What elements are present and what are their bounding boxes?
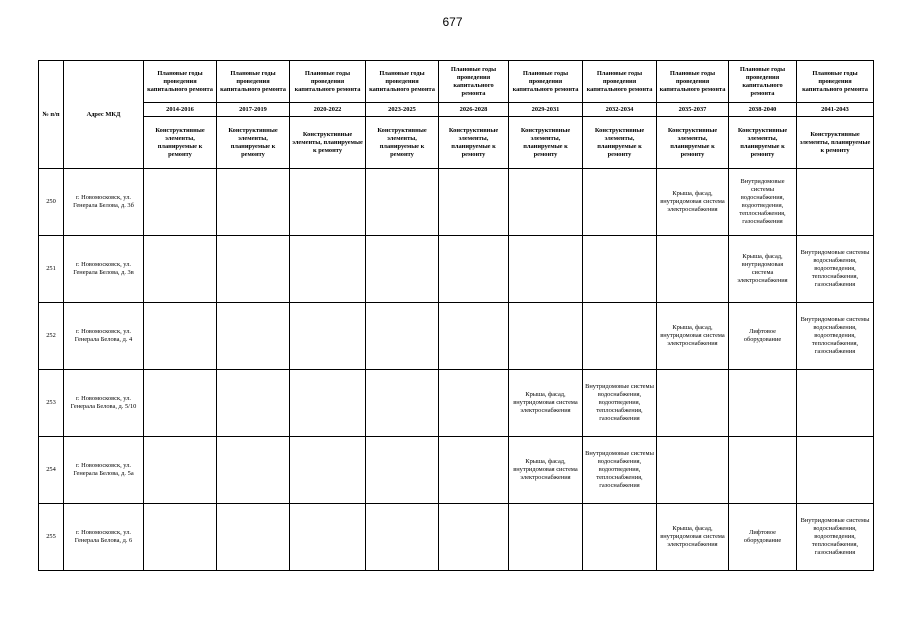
plan-cell [290,370,366,437]
plan-cell [729,370,797,437]
plan-cell: Крыша, фасад, внутридомовая система электроснабжения [509,437,583,504]
plan-cell [144,169,217,236]
header-row-periods [39,103,874,117]
plan-cell [509,303,583,370]
header-plan-title: Плановые годы проведения капитального ремонта [217,61,290,103]
plan-cell [729,437,797,504]
capital-repair-plan-table [38,60,874,571]
plan-cell [583,303,657,370]
plan-cell: Лифтовое оборудование [729,504,797,571]
plan-cell [657,437,729,504]
header-element-label: Конструктивные элементы, планируемые к ремонту [509,117,583,169]
header-period: 2029-2031 [509,103,583,117]
row-address: г. Новомосковск, ул. Генерала Белова, д. 3в [64,236,144,303]
header-period: 2023-2025 [366,103,439,117]
row-number: 250 [39,169,64,236]
plan-cell [797,370,874,437]
plan-cell: Внутридомовые системы водоснабжения, водоотведения, теплоснабжения, газоснабжения [583,370,657,437]
header-address: Адрес МКД [64,61,144,169]
table-row [39,504,874,571]
plan-cell [366,504,439,571]
header-plan-title: Плановые годы проведения капитального ремонта [144,61,217,103]
plan-cell [290,169,366,236]
header-plan-title: Плановые годы проведения капитального ремонта [729,61,797,103]
plan-cell [290,236,366,303]
header-period: 2035-2037 [657,103,729,117]
plan-cell [144,437,217,504]
plan-cell [439,437,509,504]
plan-cell: Крыша, фасад, внутридомовая система электроснабжения [657,169,729,236]
header-element-label: Конструктивные элементы, планируемые к ремонту [729,117,797,169]
plan-cell [290,303,366,370]
plan-cell [797,437,874,504]
header-period: 2017-2019 [217,103,290,117]
plan-cell [583,169,657,236]
plan-cell [217,370,290,437]
plan-cell [439,169,509,236]
header-element-label: Конструктивные элементы, планируемые к ремонту [797,117,874,169]
header-period: 2041-2043 [797,103,874,117]
plan-cell [439,236,509,303]
row-address: г. Новомосковск, ул. Генерала Белова, д. 5а [64,437,144,504]
header-element-label: Конструктивные элементы, планируемые к ремонту [657,117,729,169]
plan-cell [290,437,366,504]
plan-cell [144,504,217,571]
table-row [39,236,874,303]
header-plan-title: Плановые годы проведения капитального ремонта [290,61,366,103]
plan-cell: Внутридомовые системы водоснабжения, водоотведения, теплоснабжения, газоснабжения [583,437,657,504]
plan-cell [217,169,290,236]
plan-cell: Крыша, фасад, внутридомовая система электроснабжения [729,236,797,303]
plan-cell [509,169,583,236]
header-num: № п/п [39,61,64,169]
plan-cell [144,370,217,437]
plan-cell [439,370,509,437]
plan-cell [366,236,439,303]
plan-cell [366,169,439,236]
plan-cell [217,303,290,370]
header-element-label: Конструктивные элементы, планируемые к ремонту [439,117,509,169]
header-period: 2038-2040 [729,103,797,117]
page-number: 677 [442,15,463,29]
plan-cell [797,169,874,236]
header-row-titles [39,61,874,103]
plan-cell [366,303,439,370]
header-period: 2026-2028 [439,103,509,117]
plan-cell [509,504,583,571]
plan-cell [144,236,217,303]
header-period: 2032-2034 [583,103,657,117]
row-number: 251 [39,236,64,303]
plan-cell [509,236,583,303]
plan-cell [366,370,439,437]
header-plan-title: Плановые годы проведения капитального ремонта [797,61,874,103]
table-header [39,61,874,169]
plan-cell: Внутридомовые системы водоснабжения, водоотведения, теплоснабжения, газоснабжения [797,504,874,571]
plan-cell: Лифтовое оборудование [729,303,797,370]
table-row [39,370,874,437]
header-period: 2014-2016 [144,103,217,117]
plan-cell: Крыша, фасад, внутридомовая система электроснабжения [657,504,729,571]
plan-cell [657,370,729,437]
header-element-label: Конструктивные элементы, планируемые к ремонту [583,117,657,169]
plan-cell [583,504,657,571]
header-plan-title: Плановые годы проведения капитального ремонта [439,61,509,103]
plan-cell [583,236,657,303]
header-element-label: Конструктивные элементы, планируемые к ремонту [217,117,290,169]
plan-cell [217,504,290,571]
header-plan-title: Плановые годы проведения капитального ремонта [366,61,439,103]
table-row [39,169,874,236]
plan-cell: Крыша, фасад, внутридомовая система электроснабжения [509,370,583,437]
header-plan-title: Плановые годы проведения капитального ремонта [509,61,583,103]
plan-cell: Внутридомовые системы водоснабжения, водоотведения, теплоснабжения, газоснабжения [797,236,874,303]
plan-cell: Внутридомовые системы водоснабжения, водоотведения, теплоснабжения, газоснабжения [797,303,874,370]
header-plan-title: Плановые годы проведения капитального ремонта [583,61,657,103]
plan-cell [366,437,439,504]
header-row-elements [39,117,874,169]
row-number: 254 [39,437,64,504]
row-address: г. Новомосковск, ул. Генерала Белова, д. 4 [64,303,144,370]
row-number: 255 [39,504,64,571]
row-address: г. Новомосковск, ул. Генерала Белова, д. 6 [64,504,144,571]
plan-cell [657,236,729,303]
plan-cell: Крыша, фасад, внутридомовая система электроснабжения [657,303,729,370]
table-row [39,303,874,370]
row-number: 252 [39,303,64,370]
table-body [39,169,874,571]
header-element-label: Конструктивные элементы, планируемые к ремонту [144,117,217,169]
row-address: г. Новомосковск, ул. Генерала Белова, д. 3б [64,169,144,236]
plan-cell [144,303,217,370]
plan-cell: Внутридомовые системы водоснабжения, водоотведения, теплоснабжения, газоснабжения [729,169,797,236]
table-row [39,437,874,504]
plan-cell [439,303,509,370]
plan-cell [217,236,290,303]
header-period: 2020-2022 [290,103,366,117]
header-element-label: Конструктивные элементы, планируемые к ремонту [290,117,366,169]
header-element-label: Конструктивные элементы, планируемые к ремонту [366,117,439,169]
plan-cell [439,504,509,571]
header-plan-title: Плановые годы проведения капитального ремонта [657,61,729,103]
plan-cell [217,437,290,504]
plan-cell [290,504,366,571]
row-address: г. Новомосковск, ул. Генерала Белова, д. 5/10 [64,370,144,437]
row-number: 253 [39,370,64,437]
